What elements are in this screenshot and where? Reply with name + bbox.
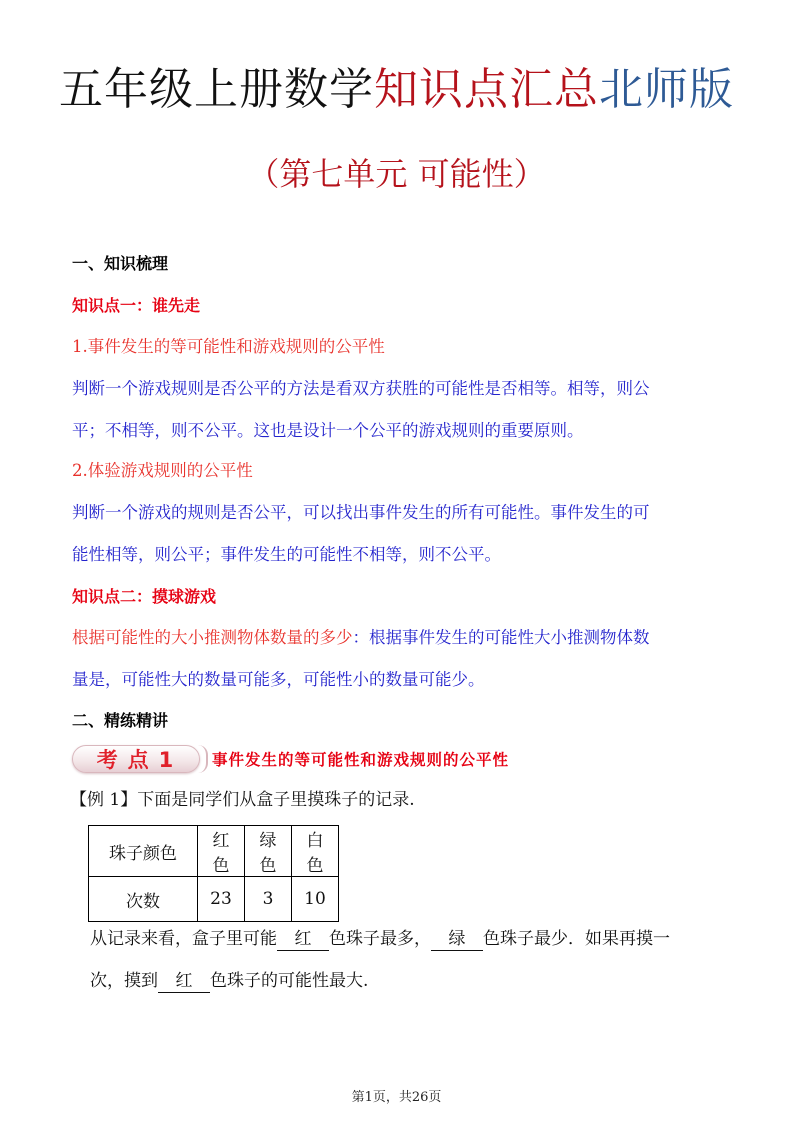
point1-item1-title: 1.事件发生的等可能性和游戏规则的公平性 xyxy=(72,337,385,356)
page-number-footer: 第1页，共26页 xyxy=(351,1090,442,1105)
point2-heading: 知识点二：摸球游戏 xyxy=(72,587,217,606)
example1-intro: 【例 1】下面是同学们从盒子里摸珠子的记录. xyxy=(70,790,415,810)
bead-record-table xyxy=(88,825,339,922)
point2-text-line2: 量是，可能性大的数量可能多，可能性小的数量可能少。 xyxy=(72,670,485,689)
table-cell: 红色 xyxy=(198,826,245,877)
answer-blank-most: 红 xyxy=(277,928,329,951)
table-cell: 次数 xyxy=(89,877,198,922)
table-row xyxy=(89,877,339,922)
point2-text-blue: ：根据事件发生的可能性大小推测物体数 xyxy=(352,628,650,647)
point2-text-red: 根据可能性的大小推测物体数量的多少 xyxy=(72,628,353,647)
answer-text: 色珠子最多， xyxy=(329,929,431,949)
table-cell: 绿色 xyxy=(245,826,292,877)
answer-text: 次，摸到 xyxy=(90,971,158,991)
kaodian-title: 事件发生的等可能性和游戏规则的公平性 xyxy=(212,751,510,769)
table-cell: 3 xyxy=(245,877,292,922)
example1-answer-line2 xyxy=(90,969,368,993)
point1-item1-text-line2: 平；不相等，则不公平。这也是设计一个公平的游戏规则的重要原则。 xyxy=(72,421,584,440)
page-title xyxy=(0,62,793,118)
point1-item2-title: 2.体验游戏规则的公平性 xyxy=(72,461,253,480)
answer-text: 色珠子最少．如果再摸一 xyxy=(483,929,670,949)
kaodian-badge: 考点1 xyxy=(72,745,200,773)
table-cell: 23 xyxy=(198,877,245,922)
section1-heading: 一、知识梳理 xyxy=(72,254,169,273)
point1-item2-text-line2: 能性相等，则公平；事件发生的可能性不相等，则不公平。 xyxy=(72,545,501,564)
answer-blank-least: 绿 xyxy=(431,928,483,951)
title-summary: 知识点汇总 xyxy=(374,64,599,115)
answer-text: 从记录来看，盒子里可能 xyxy=(90,929,277,949)
page-subtitle: （第七单元 可能性） xyxy=(247,155,546,193)
badge-bracket xyxy=(198,745,208,773)
table-cell: 白色 xyxy=(292,826,339,877)
kaodian-banner xyxy=(72,745,509,773)
title-edition: 北师版 xyxy=(599,64,734,115)
table-header-row xyxy=(89,826,339,877)
answer-text: 色珠子的可能性最大. xyxy=(210,971,369,991)
point1-item1-text-line1: 判断一个游戏规则是否公平的方法是看双方获胜的可能性是否相等。相等，则公 xyxy=(72,379,650,398)
point1-item2-text-line1: 判断一个游戏的规则是否公平，可以找出事件发生的所有可能性。事件发生的可 xyxy=(72,503,650,522)
section2-heading: 二、精练精讲 xyxy=(72,711,169,730)
point2-text-line1 xyxy=(72,626,650,650)
answer-blank-likely: 红 xyxy=(158,970,210,993)
point1-heading: 知识点一：谁先走 xyxy=(72,296,201,315)
example1-answer-line1 xyxy=(90,927,670,951)
title-grade-subject: 五年级上册数学 xyxy=(59,64,374,115)
table-cell: 10 xyxy=(292,877,339,922)
table-cell: 珠子颜色 xyxy=(89,826,198,877)
